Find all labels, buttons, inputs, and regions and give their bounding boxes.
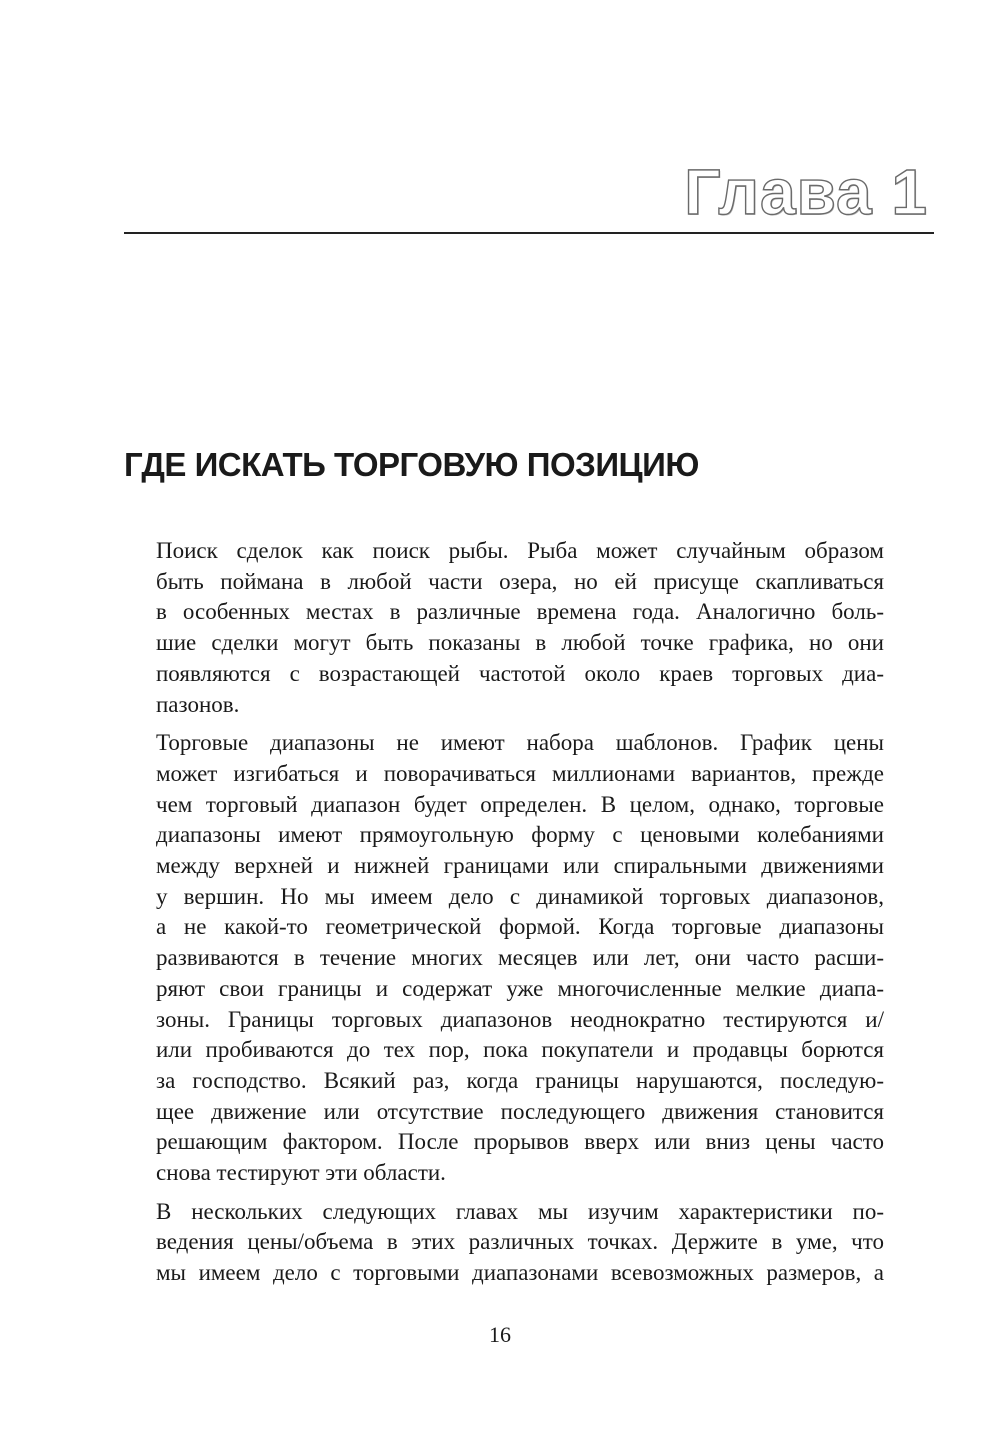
text-line: ведения цены/объема в этих различных точках. Держите в уме, что [156,1229,884,1255]
text-line: появляются с возрастающей частотой около краев торговых диа- [156,660,884,686]
text-line: мы имеем дело с торговыми диапазонами всевозможных размеров, а [156,1260,884,1286]
page-number: 16 [489,1322,511,1347]
text-line: а не какой-то геометрической формой. Когда торговые диапазоны [156,914,884,940]
text-line: ряют свои границы и содержат уже многочисленные мелкие диапа- [156,975,884,1001]
text-line: у вершин. Но мы имеем дело с динамикой торговых диапазонов, [156,883,884,909]
text-line: пазонов. [156,691,240,717]
text-line: между верхней и нижней границами или спиральными движениями [156,853,884,879]
text-line: быть поймана в любой части озера, но ей присуще скапливаться [156,568,884,594]
body-text [124,536,884,1297]
chapter-label: Глава 1 [684,156,928,228]
text-line: за господство. Всякий раз, когда границы нарушаются, последую- [156,1067,884,1093]
text-line: щее движение или отсутствие последующего движения становится [156,1098,884,1124]
paragraph-2 [124,728,884,1189]
paragraph-1 [124,536,884,720]
text-line: в особенных местах в различные времена года. Аналогично боль- [156,599,884,625]
text-line: решающим фактором. После прорывов вверх или вниз цены часто [156,1129,884,1155]
section-title: ГДЕ ИСКАТЬ ТОРГОВУЮ ПОЗИЦИЮ [124,446,699,483]
text-line: Поиск сделок как поиск рыбы. Рыба может случайным образом [156,538,884,563]
text-line: или пробиваются до тех пор, пока покупатели и продавцы борются [156,1037,884,1063]
text-line: диапазоны имеют прямоугольную форму с ценовыми колебаниями [156,822,884,848]
paragraph-3 [124,1197,884,1289]
text-line: чем торговый диапазон будет определен. В целом, однако, торговые [156,791,884,817]
text-line: зоны. Границы торговых диапазонов неоднократно тестируются и/ [156,1006,884,1032]
text-line: В нескольких следующих главах мы изучим характеристики по- [156,1198,884,1224]
text-line: Торговые диапазоны не имеют набора шаблонов. График цены [156,730,884,756]
chapter-divider [124,232,934,234]
text-line: может изгибаться и поворачиваться миллионами вариантов, прежде [156,760,884,786]
text-line: шие сделки могут быть показаны в любой точке графика, но они [156,630,884,656]
text-line: развиваются в течение многих месяцев или лет, они часто расши- [156,945,884,971]
text-line: снова тестируют эти области. [156,1160,446,1186]
